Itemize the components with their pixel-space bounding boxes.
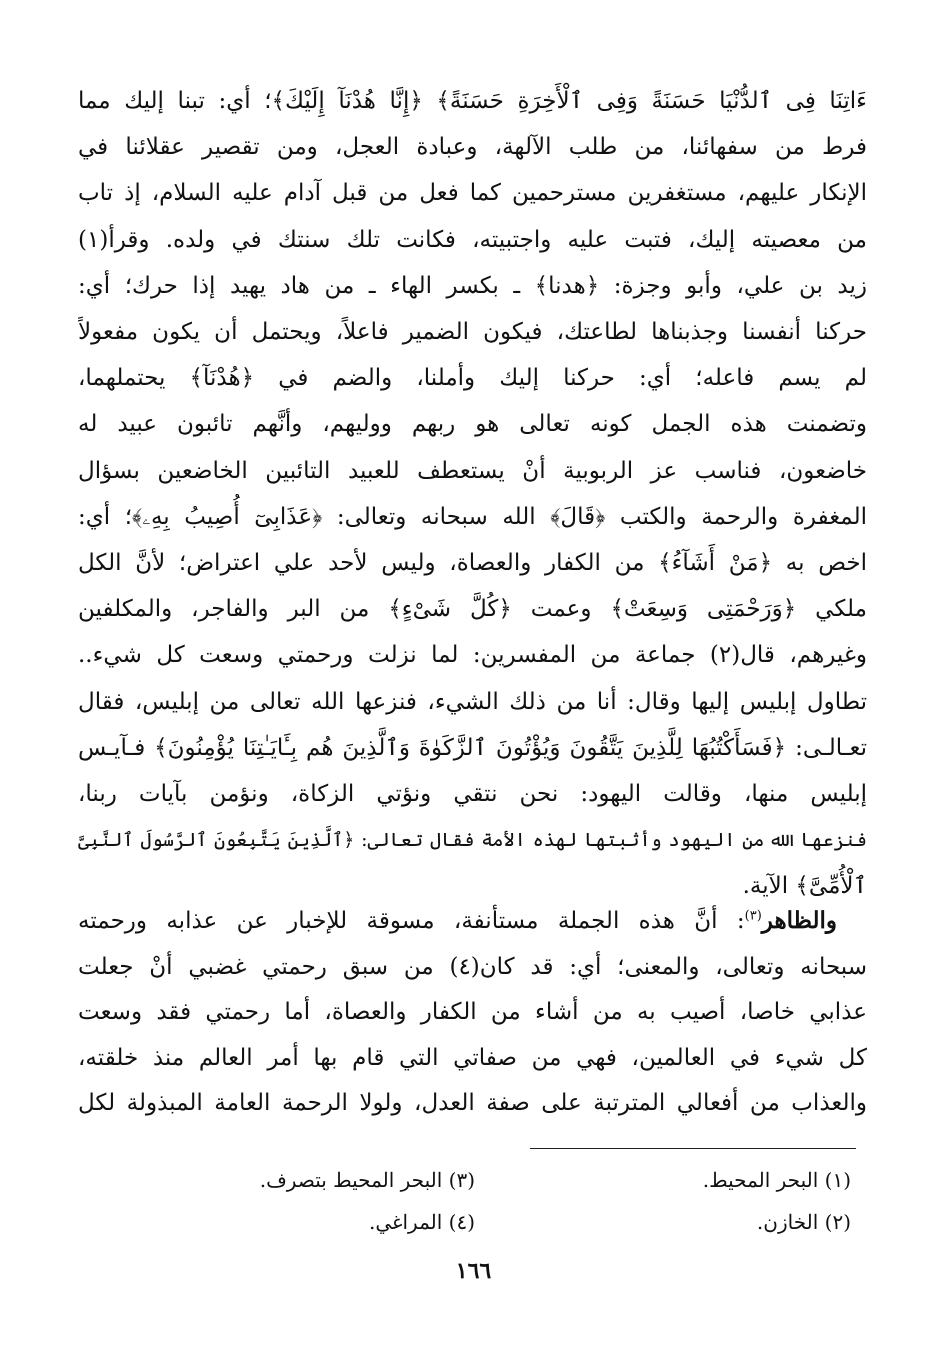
text-line: والعذاب من أفعالي المترتبة على صفة العدل، ولولا الرحمة العامة المبذولة لكل xyxy=(78,1090,867,1116)
text-line: من معصيته إليك، فتبت عليه واجتبيته، فكانت تلك سنتك في ولده. وقرأ(١) xyxy=(78,226,867,253)
text-line: الإنكار عليهم، مستغفرين مسترحمين كما فعل من قبل آدام عليه السلام، إذ تاب xyxy=(78,180,867,207)
text-line: عذابي خاصا، أصيب به من أشاء من الكفار والعصاة، أما رحمتي فقد وسعت xyxy=(78,999,867,1025)
paragraph-1 xyxy=(78,78,867,910)
text-line: ٱلْأُمِّىَّ﴾ الآية. xyxy=(742,873,867,900)
text-line: سبحانه وتعالى، والمعنى؛ أي: قد كان(٤) من سبق رحمتي غضبي أنْ جعلت xyxy=(78,953,867,980)
text-line: فرط من سفهائنا، من طلب الآلهة، وعبادة العجل، ومن تقصير عقلائنا في xyxy=(78,134,867,161)
lead-word: والظاهر xyxy=(761,907,837,934)
text-line: زيد بن علي، وأبو وجزة: ﴿هدنا﴾ ـ بكسر الهاء ـ من هاد يهيد إذا حرك؛ أي: xyxy=(78,272,867,299)
text-line: كل شيء في العالمين، فهي من صفاتي التي قام بها أمر العالم منذ خلقته، xyxy=(78,1044,867,1071)
footnote-4: (٤) المراغي. xyxy=(368,1210,475,1234)
text-line: لم يسم فاعله؛ أي: حركنا إليك وأملنا، والضم في ﴿هُدْنَآ﴾ يحتملهما، xyxy=(78,365,867,392)
text-line: المغفرة والرحمة والكتب ﴿قَالَ﴾ الله سبحانه وتعالى: ﴿عَذَابِىٓ أُصِيبُ بِهِۦ﴾؛ أي: xyxy=(78,503,867,530)
text-line: ملكي ﴿وَرَحْمَتِى وَسِعَتْ﴾ وعمت ﴿كُلَّ شَىْءٍ﴾ من البر والفاجر، والمكلفين xyxy=(78,596,867,623)
text-line: خاضعون، فناسب عز الربوبية أنْ يستعطف للعبيد التائبين الخاضعين بسؤال xyxy=(78,457,867,484)
text-line: إبليس منها، وقالت اليهود: نحن نتقي ونؤتي الزكاة، ونؤمن بآيات ربنا، xyxy=(78,781,867,808)
text-line-first xyxy=(78,898,867,945)
footnote-2: (٢) الخازن. xyxy=(756,1210,851,1234)
paragraph-2 xyxy=(78,898,867,1127)
footnote-ref-3: (٣) xyxy=(744,908,762,924)
footnote-divider xyxy=(530,1148,856,1149)
text-line: وغيرهم، قال(٢) جماعة من المفسرين: لما نزلت ورحمتي وسعت كل شيء.. xyxy=(78,642,867,669)
text-line: تطاول إبليس إليها وقال: أنا من ذلك الشيء، فنزعها الله تعالى من إبليس، فقال xyxy=(78,688,867,715)
page-number: ١٦٦ xyxy=(455,1258,492,1284)
text-line: فنزعها الله من اليهود وأثبتها لهذه الأمة فقال تعالى: ﴿ٱلَّذِينَ يَتَّبِعُونَ ٱلرَّسُولَ ٱلنَّبِىَّ xyxy=(78,829,867,852)
text-line: حركنا أنفسنا وجذبناها لطاعتك، فيكون الضمير فاعلاً، ويحتمل أن يكون مفعولاً xyxy=(78,319,867,346)
text-line: تعـالـى: ﴿فَسَأَكْتُبُهَا لِلَّذِينَ يَتَّقُونَ وَيُؤْتُونَ ٱلزَّكَوٰةَ وَٱلَّذِينَ هُم بِـَٔايَـٰتِنَا يُؤْمِنُونَ﴾ فـآيـس xyxy=(78,734,867,761)
text-line: وتضمنت هذه الجمل كونه تعالى هو ربهم ووليهم، وأنَّهم تائبون عبيد له xyxy=(78,411,867,438)
text-line: ءَاتِنَا فِى ٱلدُّنْيَا حَسَنَةً وَفِى ٱلْأَخِرَةِ حَسَنَةً﴾ ﴿إِنَّا هُدْنَآ إِلَيْكَ﴾؛ أي: تبنا إليك مما xyxy=(78,88,867,114)
text-line: اخص به ﴿مَنْ أَشَآءُ﴾ من الكفار والعصاة، وليس لأحد علي اعتراض؛ لأنَّ الكل xyxy=(78,550,867,577)
footnote-3: (٣) البحر المحيط بتصرف. xyxy=(259,1168,475,1192)
footnote-1: (١) البحر المحيط. xyxy=(702,1168,851,1192)
first-line-rest: : أنَّ هذه الجملة مستأنفة، مسوقة للإخبار عن عذابه ورحمته xyxy=(78,908,745,934)
